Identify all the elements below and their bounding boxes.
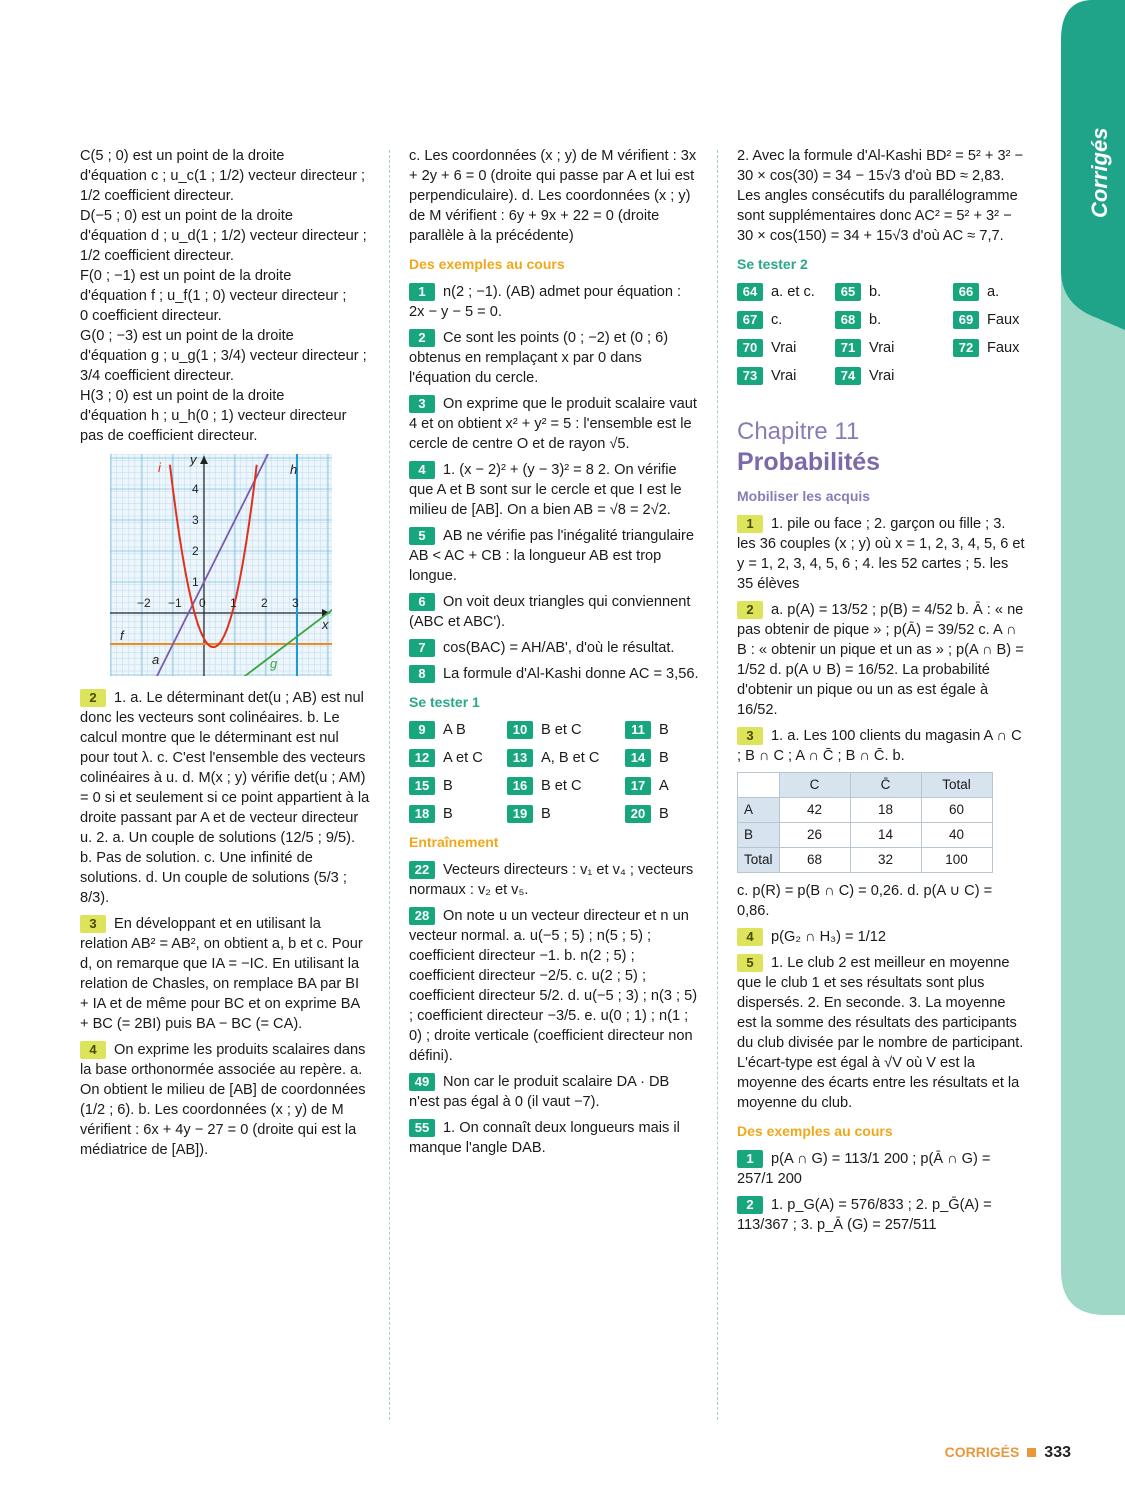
- item-number: 20: [625, 805, 651, 823]
- answer-text: Vrai: [771, 368, 797, 384]
- section-heading: Des exemples au cours: [737, 1123, 893, 1139]
- y-tick-label: 3: [192, 513, 199, 527]
- answer-text: A: [659, 778, 669, 794]
- item-number: 7: [409, 639, 435, 657]
- item-number: 68: [835, 311, 861, 329]
- answer-cell: [835, 366, 953, 386]
- text-line: d'équation h ; u_h(0 ; 1) vecteur directeur: [80, 408, 347, 424]
- item-text: La formule d'Al-Kashi donne AC = 3,56.: [443, 666, 699, 682]
- exemples-list: [409, 282, 699, 684]
- text-line: G(0 ; −3) est un point de la droite: [80, 328, 294, 344]
- item-number: 19: [507, 805, 533, 823]
- item-number: 8: [409, 665, 435, 683]
- answer-text: B: [659, 750, 669, 766]
- answer-cell: [835, 338, 953, 358]
- x-tick-label: 3: [292, 596, 299, 610]
- text-line: d'équation f ; u_f(1 ; 0) vecteur directeur ;: [80, 288, 347, 304]
- item-text: n(2 ; −1). (AB) admet pour équation : 2x − y − 5 = 0.: [409, 284, 682, 320]
- answer-text: c.: [771, 312, 783, 328]
- item-text: On exprime les produits scalaires dans la base orthonormée associée au repère. a. On obtient le milieu de [AB] de coordonnées (1/2 ; 6). b. Les coordonnées (x ; y) de M vérifient : 6x + 4y − 27 = 0 (droite qui est la médiatrice de [AB]).: [80, 1042, 366, 1158]
- item-number: 4: [409, 461, 435, 479]
- item-number: 67: [737, 311, 763, 329]
- curve-label: h: [290, 462, 298, 477]
- items-block: [80, 688, 370, 1160]
- answer-cell: [737, 310, 835, 330]
- numbered-item: [409, 282, 699, 322]
- numbered-item: [80, 914, 370, 1034]
- column-3: [737, 146, 1027, 1241]
- item-number: 9: [409, 721, 435, 739]
- answer-cell: [953, 338, 1029, 358]
- column-2: [409, 146, 699, 1164]
- item-number: 18: [409, 805, 435, 823]
- y-tick-label: 2: [192, 544, 199, 558]
- answer-cell: [409, 748, 507, 768]
- x-axis-label: x: [322, 617, 329, 632]
- item-number: 13: [507, 749, 533, 767]
- mobiliser-list-2: [737, 927, 1027, 1113]
- table-cell: 32: [850, 848, 921, 873]
- answer-cell: [625, 804, 701, 824]
- answer-cell: [737, 282, 835, 302]
- text-line: d'équation g ; u_g(1 ; 3/4) vecteur directeur ;: [80, 348, 367, 364]
- numbered-item: [409, 906, 699, 1066]
- answer-cell: [625, 720, 701, 740]
- item-number: 5: [737, 954, 763, 972]
- item-number: 2: [80, 689, 106, 707]
- section-heading: Entraînement: [409, 834, 499, 850]
- text-line: C(5 ; 0) est un point de la droite: [80, 148, 285, 164]
- intro-text: c. Les coordonnées (x ; y) de M vérifient : 3x + 2y + 6 = 0 (droite qui passe par A et lui est perpendiculaire). d. Les coordonnées (x ; y) de M vérifient : 6y + 9x + 22 = 0 (droite parallèle à la précédente): [409, 148, 697, 244]
- column-separator: [717, 150, 718, 1420]
- item-number: 4: [80, 1041, 106, 1059]
- mobiliser-list: [737, 514, 1027, 766]
- item-number: 1: [737, 1150, 763, 1168]
- answer-text: Vrai: [869, 368, 895, 384]
- item-text: 1. On connaît deux longueurs mais il manque l'angle DAB.: [409, 1120, 680, 1156]
- item-text: p(A ∩ G) = 113/1 200 ; p(Ā ∩ G) = 257/1 200: [737, 1151, 991, 1187]
- numbered-item: [409, 592, 699, 632]
- answer-text: B et C: [541, 778, 582, 794]
- numbered-item: [409, 394, 699, 454]
- item-number: 70: [737, 339, 763, 357]
- text-line: pas de coefficient directeur.: [80, 428, 258, 444]
- item-number: 17: [625, 777, 651, 795]
- answer-text: a. et c.: [771, 284, 815, 300]
- table-cell: A: [738, 798, 780, 823]
- answer-text: Vrai: [869, 340, 895, 356]
- answer-text: a.: [987, 284, 1000, 300]
- table-cell: 40: [921, 823, 992, 848]
- numbered-item: [80, 688, 370, 908]
- lines-block: [80, 146, 370, 446]
- answer-text: B et C: [541, 722, 582, 738]
- answer-text: B: [659, 806, 669, 822]
- item-number: 4: [737, 928, 763, 946]
- x-tick-label: 2: [261, 596, 268, 610]
- item-number: 73: [737, 367, 763, 385]
- item-number: 16: [507, 777, 533, 795]
- answer-cell: [625, 776, 701, 796]
- table-header-cell: [738, 773, 780, 798]
- curve-label: f: [120, 628, 124, 643]
- curve-label: g: [270, 656, 278, 671]
- item-number: 22: [409, 861, 435, 879]
- text-line: 1/2 coefficient directeur.: [80, 188, 234, 204]
- item-text: a. p(A) = 13/52 ; p(B) = 4/52 b. Ā : « ne pas obtenir de pique » ; p(Ā) = 39/52 c. A ∩ B : « obtenir un pique et un as » ; p(A ∩ B) = 1/52 d. p(A ∪ B) = 16/52. La probabilité d'obtenir un pique ou un as est égale à 16/52.: [737, 602, 1024, 718]
- table-cell: Total: [738, 848, 780, 873]
- section-heading: Se tester 1: [409, 694, 480, 710]
- table-header-cell: C̄: [850, 773, 921, 798]
- item-number: 2: [409, 329, 435, 347]
- answer-cell: [507, 748, 625, 768]
- answer-cell: [737, 366, 835, 386]
- probability-table: [737, 772, 993, 873]
- table-cell: B: [738, 823, 780, 848]
- table-row: [738, 823, 993, 848]
- table-cell: 18: [850, 798, 921, 823]
- item-number: 2: [737, 1196, 763, 1214]
- answer-cell: [953, 282, 1029, 302]
- table-row: [738, 848, 993, 873]
- text-line: 3/4 coefficient directeur.: [80, 368, 234, 384]
- table-header-row: [738, 773, 993, 798]
- answer-text: A et C: [443, 750, 483, 766]
- item-text: 1. pile ou face ; 2. garçon ou fille ; 3. les 36 couples (x ; y) où x = 1, 2, 3, 4, 5, 6 et y = 1, 2, 3, 4, 5, 6 ; 4. les 52 cartes ; 5. les 35 élèves: [737, 516, 1025, 592]
- item-text: On note u un vecteur directeur et n un vecteur normal. a. u(−5 ; 5) ; n(5 ; 5) ; coefficient directeur −1. b. n(2 ; 5) ; coefficient directeur −2/5. c. u(2 ; 5) ; coefficient directeur 5/2. d. u(−5 ; 3) ; n(3 ; 5) ; coefficient directeur −3/5. e. u(0 ; 1) ; n(1 ; 0) ; droite verticale (coefficient directeur non défini).: [409, 908, 698, 1064]
- item-number: 6: [409, 593, 435, 611]
- item-number: 15: [409, 777, 435, 795]
- answer-cell: [737, 338, 835, 358]
- answer-cell: [507, 776, 625, 796]
- answer-cell: [835, 282, 953, 302]
- numbered-item: [409, 638, 699, 658]
- item-text: cos(BAC) = AH/AB', d'où le résultat.: [443, 640, 675, 656]
- tester-grid: [737, 282, 1027, 386]
- answer-cell: [409, 804, 507, 824]
- after-table-text: c. p(R) = p(B ∩ C) = 0,26. d. p(A ∪ C) = 0,86.: [737, 883, 993, 919]
- numbered-item: [737, 1149, 1027, 1189]
- item-number: 2: [737, 601, 763, 619]
- function-graph: [110, 454, 332, 676]
- item-number: 28: [409, 907, 435, 925]
- numbered-item: [737, 953, 1027, 1113]
- item-text: 1. (x − 2)² + (y − 3)² = 8 2. On vérifie que A et B sont sur le cercle et que I est le milieu de [AB]. On a bien AB = √8 = 2√2.: [409, 462, 682, 518]
- x-tick-label: −2: [137, 596, 151, 610]
- numbered-item: [409, 526, 699, 586]
- item-number: 55: [409, 1119, 435, 1137]
- item-text: Vecteurs directeurs : v₁ et v₄ ; vecteurs normaux : v₂ et v₅.: [409, 862, 694, 898]
- numbered-item: [80, 1040, 370, 1160]
- item-number: 3: [80, 915, 106, 933]
- svg-text:Corrigés: Corrigés: [1087, 127, 1112, 218]
- item-number: 71: [835, 339, 861, 357]
- numbered-item: [409, 1118, 699, 1158]
- numbered-item: [737, 927, 1027, 947]
- item-text: En développant et en utilisant la relation AB² = AB², on obtient a, b et c. Pour d, on remarque que IA = −IC. En utilisant la relation de Chasles, on remplace BA par BI + IA et de même pour BC et on exprime BA + BC (= 2BI) puis BA − BC (= CA).: [80, 916, 363, 1032]
- x-tick-label: 0: [199, 596, 206, 610]
- y-axis-label: y: [190, 454, 197, 467]
- answer-text: B: [443, 778, 453, 794]
- numbered-item: [737, 1195, 1027, 1235]
- numbered-item: [737, 726, 1027, 766]
- entrainement-list: [409, 860, 699, 1158]
- item-number: 1: [737, 515, 763, 533]
- item-text: 1. p_G(A) = 576/833 ; 2. p_Ḡ(A) = 113/367 ; 3. p_Ā (G) = 257/511: [737, 1197, 992, 1233]
- answer-text: Vrai: [771, 340, 797, 356]
- item-number: 69: [953, 311, 979, 329]
- item-number: 65: [835, 283, 861, 301]
- numbered-item: [409, 1072, 699, 1112]
- y-tick-label: 1: [192, 575, 199, 589]
- page-number: 333: [1044, 1444, 1071, 1461]
- item-number: 49: [409, 1073, 435, 1091]
- item-number: 5: [409, 527, 435, 545]
- table-cell: 100: [921, 848, 992, 873]
- answer-cell: [409, 776, 507, 796]
- footer-square-icon: [1027, 1448, 1036, 1457]
- answer-cell: [507, 720, 625, 740]
- numbered-item: [737, 514, 1027, 594]
- table-cell: 42: [779, 798, 850, 823]
- answer-text: Faux: [987, 312, 1020, 328]
- numbered-item: [409, 664, 699, 684]
- numbered-item: [737, 600, 1027, 720]
- chapter-title: Probabilités: [737, 448, 881, 476]
- text-line: 1/2 coefficient directeur.: [80, 248, 234, 264]
- numbered-item: [409, 860, 699, 900]
- answer-text: B: [659, 722, 669, 738]
- answer-text: b.: [869, 312, 882, 328]
- item-number: 11: [625, 721, 651, 739]
- item-number: 3: [409, 395, 435, 413]
- item-text: On exprime que le produit scalaire vaut 4 et on obtient x² + y² = 5 : l'ensemble est le cercle de centre O et de rayon √5.: [409, 396, 697, 452]
- table-row: [738, 798, 993, 823]
- item-number: 74: [835, 367, 861, 385]
- footer-label: CORRIGÉS: [944, 1444, 1020, 1460]
- answer-cell: [409, 720, 507, 740]
- exemples-list: [737, 1149, 1027, 1235]
- item-number: 10: [507, 721, 533, 739]
- item-number: 1: [409, 283, 435, 301]
- item-text: AB ne vérifie pas l'inégalité triangulaire AB < AC + CB : la longueur AB est trop longue.: [409, 528, 695, 584]
- answer-cell: [953, 310, 1029, 330]
- item-number: 3: [737, 727, 763, 745]
- intro-text: 2. Avec la formule d'Al-Kashi BD² = 5² + 3² − 30 × cos(30) = 34 − 15√3 d'où BD ≈ 2,83. Les angles consécutifs du parallélogramme sont supplémentaires donc AC² = 5² + 3² − 30 × cos(150) = 34 + 15√3 d'où AC ≈ 7,7.: [737, 148, 1024, 244]
- answer-cell: [625, 748, 701, 768]
- x-tick-label: −1: [168, 596, 182, 610]
- item-number: 14: [625, 749, 651, 767]
- table-cell: 26: [779, 823, 850, 848]
- item-number: 12: [409, 749, 435, 767]
- page-footer: [945, 1442, 1071, 1463]
- answer-text: B: [541, 806, 551, 822]
- answer-text: b.: [869, 284, 882, 300]
- answer-text: A B: [443, 722, 466, 738]
- section-heading: Se tester 2: [737, 256, 808, 272]
- answer-cell: [835, 310, 953, 330]
- text-line: D(−5 ; 0) est un point de la droite: [80, 208, 293, 224]
- answer-cell: [507, 804, 625, 824]
- tester-grid: [409, 720, 699, 824]
- item-text: 1. Le club 2 est meilleur en moyenne que le club 1 et ses résultats sont plus dispersés. 2. En seconde. 3. La moyenne est la somme des résultats des participants du club divisée par le nombre de participant. L'écart-type est égal à √V où V est la moyenne des écarts entre les résultats et la moyenne du club.: [737, 955, 1024, 1111]
- answer-text: A, B et C: [541, 750, 600, 766]
- table-cell: 60: [921, 798, 992, 823]
- chapter-number: Chapitre 11: [737, 418, 860, 445]
- numbered-item: [409, 328, 699, 388]
- item-number: 66: [953, 283, 979, 301]
- item-number: 64: [737, 283, 763, 301]
- text-line: H(3 ; 0) est un point de la droite: [80, 388, 285, 404]
- table-cell: 14: [850, 823, 921, 848]
- text-line: F(0 ; −1) est un point de la droite: [80, 268, 292, 284]
- item-text: On voit deux triangles qui conviennent (ABC et ABC').: [409, 594, 691, 630]
- item-number: 72: [953, 339, 979, 357]
- section-heading: Mobiliser les acquis: [737, 488, 871, 504]
- item-text: Ce sont les points (0 ; −2) et (0 ; 6) obtenus en remplaçant x par 0 dans l'équation du cercle.: [409, 330, 669, 386]
- table-header-cell: C: [779, 773, 850, 798]
- item-text: 1. a. Le déterminant det(u ; AB) est nul donc les vecteurs sont colinéaires. b. Le calcul montre que le déterminant est nul pour tout λ. c. C'est l'ensemble des vecteurs colinéaires à u. d. M(x ; y) vérifie det(u ; AM) = 0 si et seulement si ce point appartient à la droite passant par A et de vecteur directeur u. 2. a. Un couple de solutions (12/5 ; 9/5). b. Pas de solution. c. Une infinité de solutions. d. Un couple de solutions (5/3 ; 8/3).: [80, 690, 370, 906]
- sidebar-label: [1079, 120, 1119, 230]
- text-line: d'équation d ; u_d(1 ; 1/2) vecteur directeur ;: [80, 228, 367, 244]
- text-line: 0 coefficient directeur.: [80, 308, 222, 324]
- column-1: [80, 146, 370, 1166]
- table-cell: 68: [779, 848, 850, 873]
- x-tick-label: 1: [230, 596, 237, 610]
- column-separator: [389, 150, 390, 1420]
- answer-text: Faux: [987, 340, 1020, 356]
- table-header-cell: Total: [921, 773, 992, 798]
- item-text: p(G₂ ∩ H₃) = 1/12: [771, 929, 886, 945]
- item-text: Non car le produit scalaire DA · DB n'est pas égal à 0 (il vaut −7).: [409, 1074, 670, 1110]
- curve-label: a: [152, 652, 160, 667]
- section-heading: Des exemples au cours: [409, 256, 565, 272]
- answer-text: B: [443, 806, 453, 822]
- text-line: d'équation c ; u_c(1 ; 1/2) vecteur directeur ;: [80, 168, 366, 184]
- item-text: 1. a. Les 100 clients du magasin A ∩ C ; B ∩ C ; A ∩ C̄ ; B ∩ C̄. b.: [737, 728, 1022, 764]
- curve-label: i: [158, 460, 161, 475]
- y-tick-label: 4: [192, 482, 199, 496]
- numbered-item: [409, 460, 699, 520]
